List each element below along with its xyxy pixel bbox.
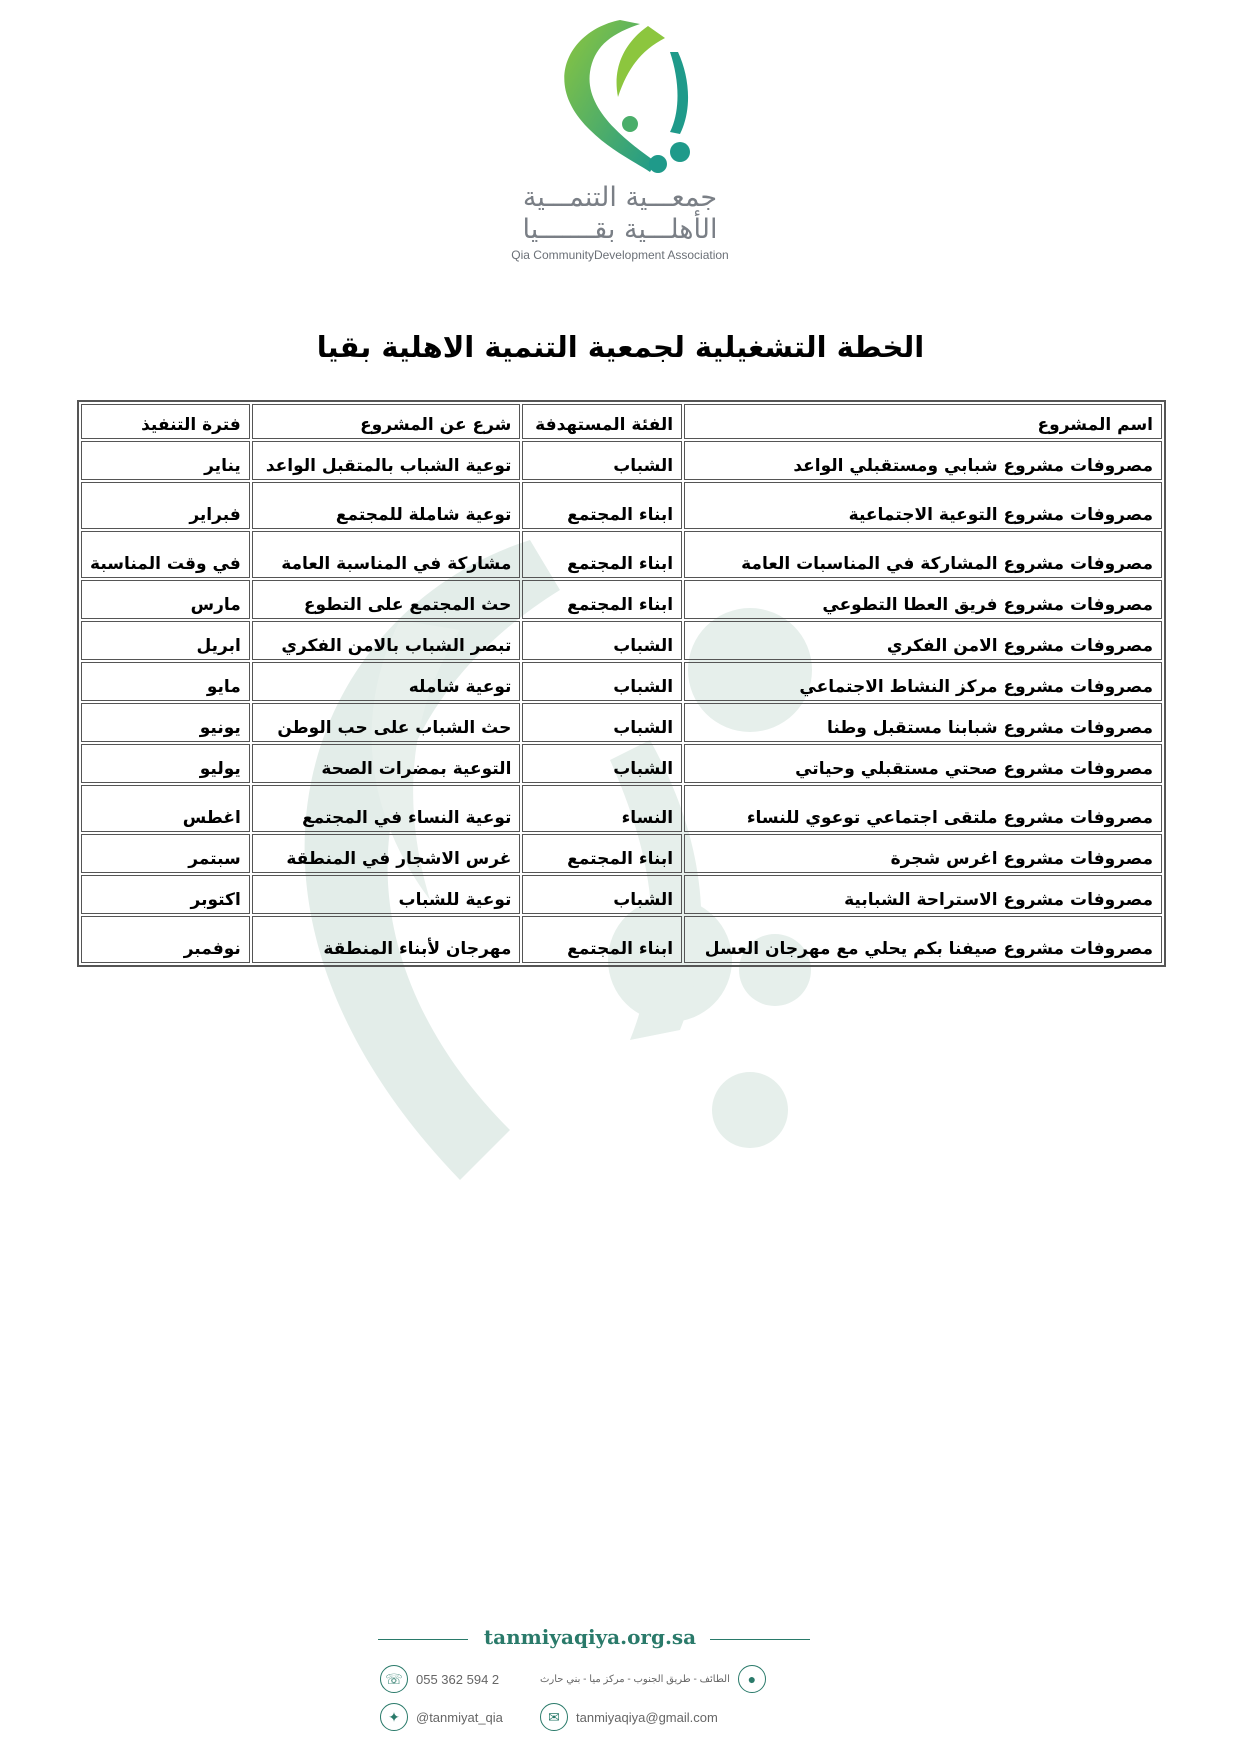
cell-period: اغطس xyxy=(81,785,250,832)
cell-target-group: الشباب xyxy=(522,703,682,742)
cell-target-group: ابناء المجتمع xyxy=(522,531,682,578)
cell-period: يوليو xyxy=(81,744,250,783)
footer-website-link[interactable]: tanmiyaqiya.org.sa xyxy=(483,1625,697,1649)
table-row xyxy=(81,834,1162,873)
cell-project-name: مصروفات مشروع صحتي مستقبلي وحياتي xyxy=(684,744,1162,783)
association-logo xyxy=(470,12,770,277)
email-icon: ✉ xyxy=(540,1703,568,1731)
cell-description: مهرجان لأبناء المنطقة xyxy=(252,916,521,963)
phone-icon: ☏ xyxy=(380,1665,408,1693)
document-title: الخطة التشغيلية لجمعية التنمية الاهلية بقيا xyxy=(316,330,925,364)
cell-project-name: مصروفات مشروع شبابنا مستقبل وطنا xyxy=(684,703,1162,742)
cell-target-group: الشباب xyxy=(522,875,682,914)
footer-phone xyxy=(380,1665,499,1693)
footer-email xyxy=(540,1703,718,1731)
cell-description: حث المجتمع على التطوع xyxy=(252,580,521,619)
cell-description: توعية شامله xyxy=(252,662,521,701)
table-row xyxy=(81,916,1162,963)
cell-period: سبتمر xyxy=(81,834,250,873)
footer-twitter-text[interactable]: @tanmiyat_qia xyxy=(416,1709,503,1725)
cell-period: نوفمبر xyxy=(81,916,250,963)
cell-target-group: ابناء المجتمع xyxy=(522,580,682,619)
cell-period: اكتوبر xyxy=(81,875,250,914)
cell-description: توعية للشباب xyxy=(252,875,521,914)
table-row xyxy=(81,482,1162,529)
cell-target-group: النساء xyxy=(522,785,682,832)
cell-description: توعية الشباب بالمتقبل الواعد xyxy=(252,441,521,480)
table-row xyxy=(81,531,1162,578)
cell-description: توعية شاملة للمجتمع xyxy=(252,482,521,529)
cell-description: مشاركة في المناسبة العامة xyxy=(252,531,521,578)
table-row xyxy=(81,662,1162,701)
cell-period: ابريل xyxy=(81,621,250,660)
cell-target-group: ابناء المجتمع xyxy=(522,916,682,963)
cell-target-group: الشباب xyxy=(522,441,682,480)
cell-description: حث الشباب على حب الوطن xyxy=(252,703,521,742)
header-target-group: الفئة المستهدفة xyxy=(522,404,682,439)
cell-project-name: مصروفات مشروع اغرس شجرة xyxy=(684,834,1162,873)
logo-arabic-line-1: جمعـــية التنمـــية xyxy=(522,182,718,213)
cell-target-group: ابناء المجتمع xyxy=(522,834,682,873)
operational-plan-table xyxy=(77,400,1166,967)
location-pin-icon: ● xyxy=(738,1665,766,1693)
logo-english-name: Qia CommunityDevelopment Association xyxy=(511,248,729,262)
header-period: فترة التنفيذ xyxy=(81,404,250,439)
cell-project-name: مصروفات مشروع التوعية الاجتماعية xyxy=(684,482,1162,529)
footer-address xyxy=(540,1665,766,1693)
cell-period: مايو xyxy=(81,662,250,701)
cell-project-name: مصروفات مشروع فريق العطا التطوعي xyxy=(684,580,1162,619)
table-row xyxy=(81,703,1162,742)
cell-description: غرس الاشجار في المنطقة xyxy=(252,834,521,873)
cell-period: في وقت المناسبة xyxy=(81,531,250,578)
cell-target-group: الشباب xyxy=(522,621,682,660)
footer-twitter xyxy=(380,1703,503,1731)
cell-description: تبصر الشباب بالامن الفكري xyxy=(252,621,521,660)
cell-project-name: مصروفات مشروع الامن الفكري xyxy=(684,621,1162,660)
table-row xyxy=(81,580,1162,619)
footer-divider-right xyxy=(710,1639,810,1640)
cell-target-group: الشباب xyxy=(522,662,682,701)
header-project-name: اسم المشروع xyxy=(684,404,1162,439)
table-row xyxy=(81,621,1162,660)
footer-address-text: الطائف - طريق الجنوب - مركز ميا - بني حارث xyxy=(540,1673,730,1685)
cell-project-name: مصروفات مشروع الاستراحة الشبابية xyxy=(684,875,1162,914)
cell-period: مارس xyxy=(81,580,250,619)
cell-project-name: مصروفات مشروع صيفنا بكم يحلي مع مهرجان العسل xyxy=(684,916,1162,963)
cell-project-name: مصروفات مشروع المشاركة في المناسبات العامة xyxy=(684,531,1162,578)
cell-target-group: ابناء المجتمع xyxy=(522,482,682,529)
logo-arabic-line-2: الأهلـــية بقـــــــيا xyxy=(522,214,718,245)
table-row xyxy=(81,785,1162,832)
cell-period: يناير xyxy=(81,441,250,480)
cell-description: توعية النساء في المجتمع xyxy=(252,785,521,832)
qia-logo-icon xyxy=(530,12,710,182)
cell-project-name: مصروفات مشروع شبابي ومستقبلي الواعد xyxy=(684,441,1162,480)
footer-phone-text: 055 362 594 2 xyxy=(416,1671,500,1687)
page-footer xyxy=(370,1625,810,1745)
twitter-icon: ✦ xyxy=(380,1703,408,1731)
table-row xyxy=(81,744,1162,783)
table-row xyxy=(81,441,1162,480)
footer-email-text[interactable]: tanmiyaqiya@gmail.com xyxy=(576,1709,718,1725)
cell-project-name: مصروفات مشروع مركز النشاط الاجتماعي xyxy=(684,662,1162,701)
cell-description: التوعية بمضرات الصحة xyxy=(252,744,521,783)
cell-period: يونيو xyxy=(81,703,250,742)
table-header-row xyxy=(81,404,1162,439)
header-description: شرع عن المشروع xyxy=(252,404,521,439)
cell-target-group: الشباب xyxy=(522,744,682,783)
cell-project-name: مصروفات مشروع ملتقى اجتماعي توعوي للنساء xyxy=(684,785,1162,832)
cell-period: فبراير xyxy=(81,482,250,529)
table-row xyxy=(81,875,1162,914)
